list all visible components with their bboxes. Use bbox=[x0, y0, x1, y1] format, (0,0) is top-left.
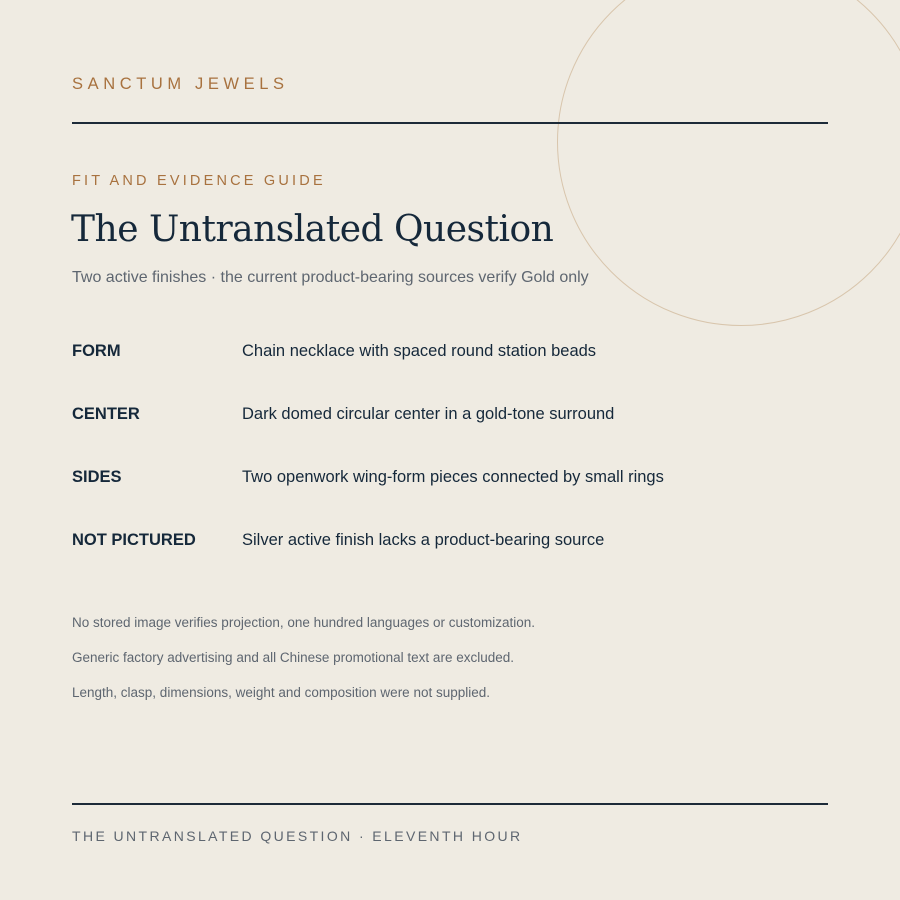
spec-value: Silver active finish lacks a product-bearing source bbox=[242, 531, 605, 549]
spec-label: FORM bbox=[72, 342, 121, 360]
spec-value: Dark domed circular center in a gold-tone surround bbox=[242, 405, 615, 423]
spec-value: Two openwork wing-form pieces connected by small rings bbox=[242, 468, 664, 486]
disclaimer-note: No stored image verifies projection, one hundred languages or customization. bbox=[72, 615, 536, 630]
disclaimer-note: Length, clasp, dimensions, weight and composition were not supplied. bbox=[72, 685, 490, 700]
footer-text: THE UNTRANSLATED QUESTION · ELEVENTH HOUR bbox=[72, 828, 523, 844]
brand-name: SANCTUM JEWELS bbox=[72, 75, 289, 93]
spec-label: SIDES bbox=[72, 468, 122, 486]
spec-row-center bbox=[72, 405, 828, 429]
disclaimer-note: Generic factory advertising and all Chinese promotional text are excluded. bbox=[72, 650, 514, 665]
spec-label: CENTER bbox=[72, 405, 140, 423]
spec-value: Chain necklace with spaced round station beads bbox=[242, 342, 597, 360]
spec-row-not-pictured bbox=[72, 531, 828, 555]
page-title: The Untranslated Question bbox=[71, 209, 554, 250]
section-kicker: FIT AND EVIDENCE GUIDE bbox=[72, 173, 326, 189]
page-subtitle: Two active finishes · the current product-bearing sources verify Gold only bbox=[72, 269, 589, 286]
spec-row-sides bbox=[72, 468, 828, 492]
footer-divider bbox=[72, 803, 828, 805]
decorative-circle bbox=[557, 0, 900, 326]
spec-row-form bbox=[72, 342, 828, 366]
spec-label: NOT PICTURED bbox=[72, 531, 196, 549]
header-divider bbox=[72, 122, 828, 124]
